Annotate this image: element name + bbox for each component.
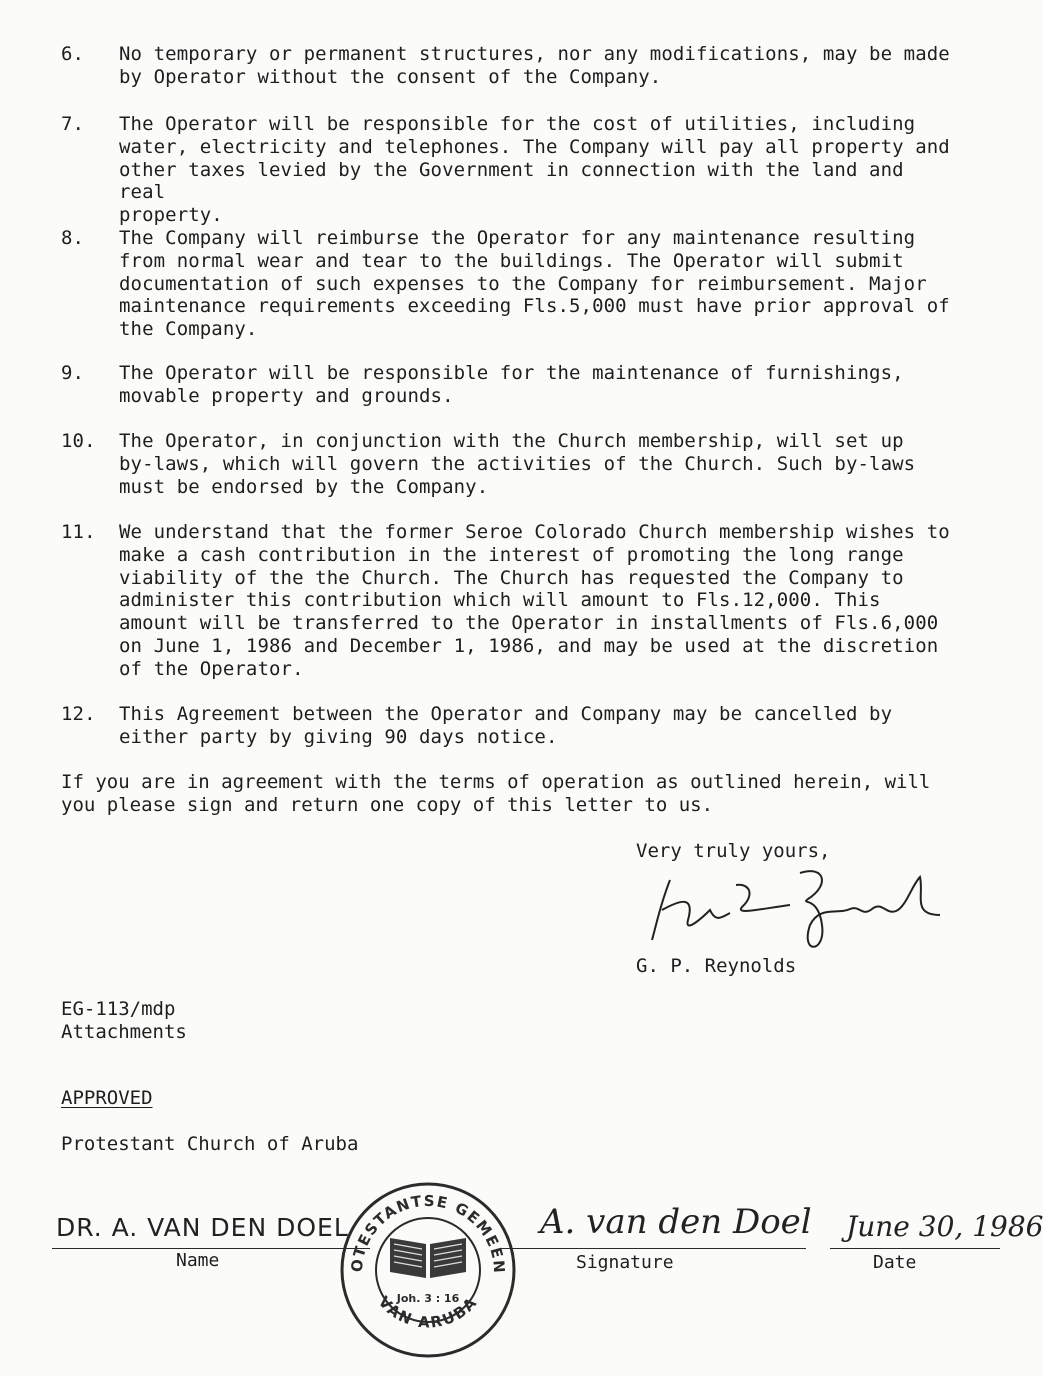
closing-paragraph: If you are in agreement with the terms of operation as outlined herein, will you please sign and return one copy of this letter to us. — [61, 771, 931, 816]
name-line — [52, 1248, 370, 1249]
clause-text: This Agreement between the Operator and Company may be cancelled by either party by giving 90 days notice. — [119, 703, 893, 748]
organization-name: Protestant Church of Aruba — [61, 1133, 359, 1155]
handwritten-signature: A. van den Doel — [540, 1202, 812, 1242]
clause-8 — [61, 227, 961, 341]
signature-caption: Signature — [576, 1252, 674, 1273]
date-line — [830, 1248, 1000, 1249]
clause-text: The Operator will be responsible for the cost of utilities, including water, electricity and telephones. The Company will pay all property and other taxes levied by the Government in connection with the land and real property. — [119, 113, 950, 227]
reference-line: EG-113/mdp Attachments — [61, 998, 187, 1043]
clause-text: No temporary or permanent structures, nor any modifications, may be made by Operator without the consent of the Company. — [119, 43, 950, 88]
clause-6 — [61, 43, 961, 89]
clause-7 — [61, 113, 961, 227]
open-book-icon — [390, 1238, 466, 1278]
clause-number: 7. — [61, 113, 85, 135]
clause-number: 8. — [61, 227, 85, 249]
clause-text: The Company will reimburse the Operator for any maintenance resulting from normal wear and tear to the buildings. The Operator will submit documentation of such expenses to the Company for reimbursement. Major maintenance requirements exceeding Fls.5,000 must have prior approval of the Company. — [119, 227, 950, 341]
seal-stamp-icon — [331, 1166, 518, 1360]
handwritten-name: DR. A. VAN DEN DOEL — [56, 1213, 349, 1242]
seal-verse: Joh. 3 : 16 — [396, 1292, 460, 1305]
clause-number: 6. — [61, 43, 85, 65]
clause-10 — [61, 430, 961, 498]
clause-number: 9. — [61, 362, 85, 384]
name-caption: Name — [176, 1250, 220, 1271]
reynolds-signature — [650, 865, 950, 960]
seal-bottom-text: VAN ARUBA — [374, 1292, 482, 1332]
clause-number: 10. — [61, 430, 96, 452]
clause-text: The Operator, in conjunction with the Church membership, will set up by-laws, which will govern the activities of the Church. Such by-laws must be endorsed by the Company. — [119, 430, 916, 498]
clause-9 — [61, 362, 961, 408]
seal-top-text: PROTESTANTSE GEMEENTE — [331, 1166, 509, 1275]
signature-line — [500, 1248, 806, 1249]
church-seal — [331, 1166, 518, 1360]
clause-number: 11. — [61, 521, 96, 543]
signer-name: G. P. Reynolds — [636, 955, 797, 977]
clause-12 — [61, 703, 961, 749]
handwritten-date: June 30, 1986 — [846, 1210, 1043, 1243]
clause-number: 12. — [61, 703, 96, 725]
clause-text: We understand that the former Seroe Colorado Church membership wishes to make a cash contribution in the interest of promoting the long range viability of the the Church. The Church has requested the Company to administer this contribution which will amount to Fls.12,000. This amount will be transferred to the Operator in installments of Fls.6,000 on June 1, 1986 and December 1, 1986, and may be used at the discretion of the Operator. — [119, 521, 950, 680]
approved-label: APPROVED — [61, 1087, 153, 1109]
date-caption: Date — [873, 1252, 917, 1273]
clause-11 — [61, 521, 961, 681]
clause-text: The Operator will be responsible for the maintenance of furnishings, movable property and grounds. — [119, 362, 904, 407]
valediction: Very truly yours, — [636, 840, 831, 862]
signature-scribble-icon — [650, 865, 950, 960]
